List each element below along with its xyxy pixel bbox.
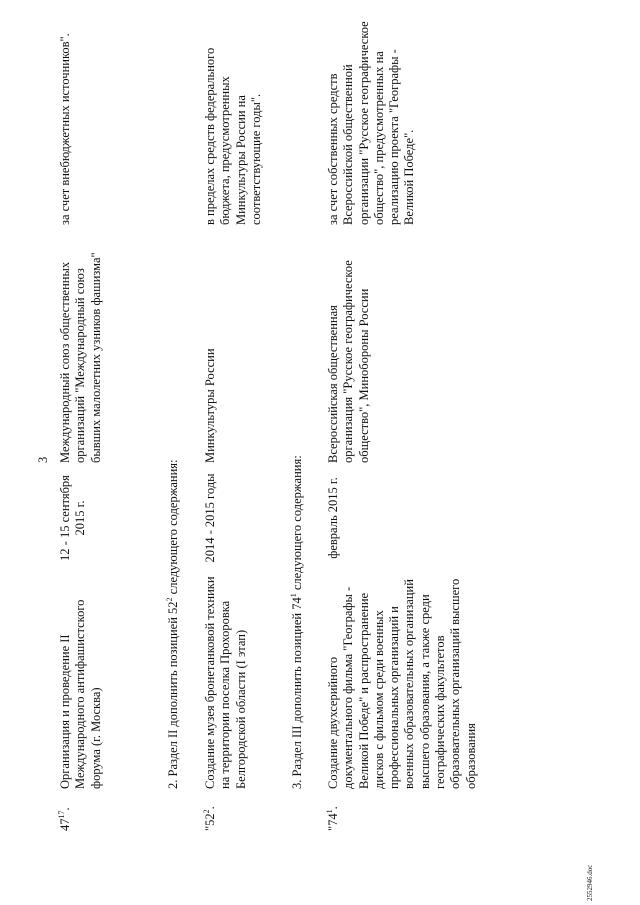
- event-date: 12 - 15 сентября 2015 г.: [58, 475, 88, 561]
- event-date: 2014 - 2015 годы: [203, 473, 217, 563]
- event-name: Организация и проведение II Международного антифашистского форума (г. Москва): [58, 599, 103, 789]
- event-financing: за счет внебюджетных источников".: [58, 33, 72, 225]
- event-executor: Международный союз общественных организаций "Международный союз бывших малолетних узников фашизма": [58, 252, 103, 463]
- event-executor: Всероссийская общественная организация "Русское географическое общество", Минобороны России: [326, 260, 371, 463]
- event-date: февраль 2015 г.: [326, 477, 340, 559]
- event-name: Создание двухсерийного документального фильма "Географы - Великой Победе" и распространение дисков с фильмом среди военных профессиональных организаций и военных образовательных организаций высшего образования, а также среди географических факультетов образовательных организаций высшего образования: [326, 578, 478, 789]
- position-number: $47^{17}$.: [56, 807, 72, 831]
- section-heading: 2. Раздел II дополнить позицией $52^2$ следующего содержания:: [164, 459, 180, 789]
- page-number: 3: [36, 456, 50, 463]
- event-financing: в пределах средств федерального бюджета, предусмотренных Минкультуры России на соответствующие годы".: [203, 47, 263, 225]
- position-number: "$74^1$.: [324, 806, 340, 831]
- event-executor: Минкультуры России: [203, 348, 217, 463]
- document-filename: 2552946.doc: [586, 864, 594, 901]
- section-heading: 3. Раздел III дополнить позицией $74^1$ следующего содержания:: [288, 455, 304, 789]
- event-financing: за счет собственных средств Всероссийской общественной организации "Русское географическое общество", предусмотренных на реализацию проекта "Географы - Великой Победе".: [326, 21, 417, 225]
- position-number: "$52^2$.: [201, 806, 217, 831]
- event-name: Создание музея бронетанковой техники на территории поселка Прохоровка Белгородской области (I этап): [203, 576, 248, 789]
